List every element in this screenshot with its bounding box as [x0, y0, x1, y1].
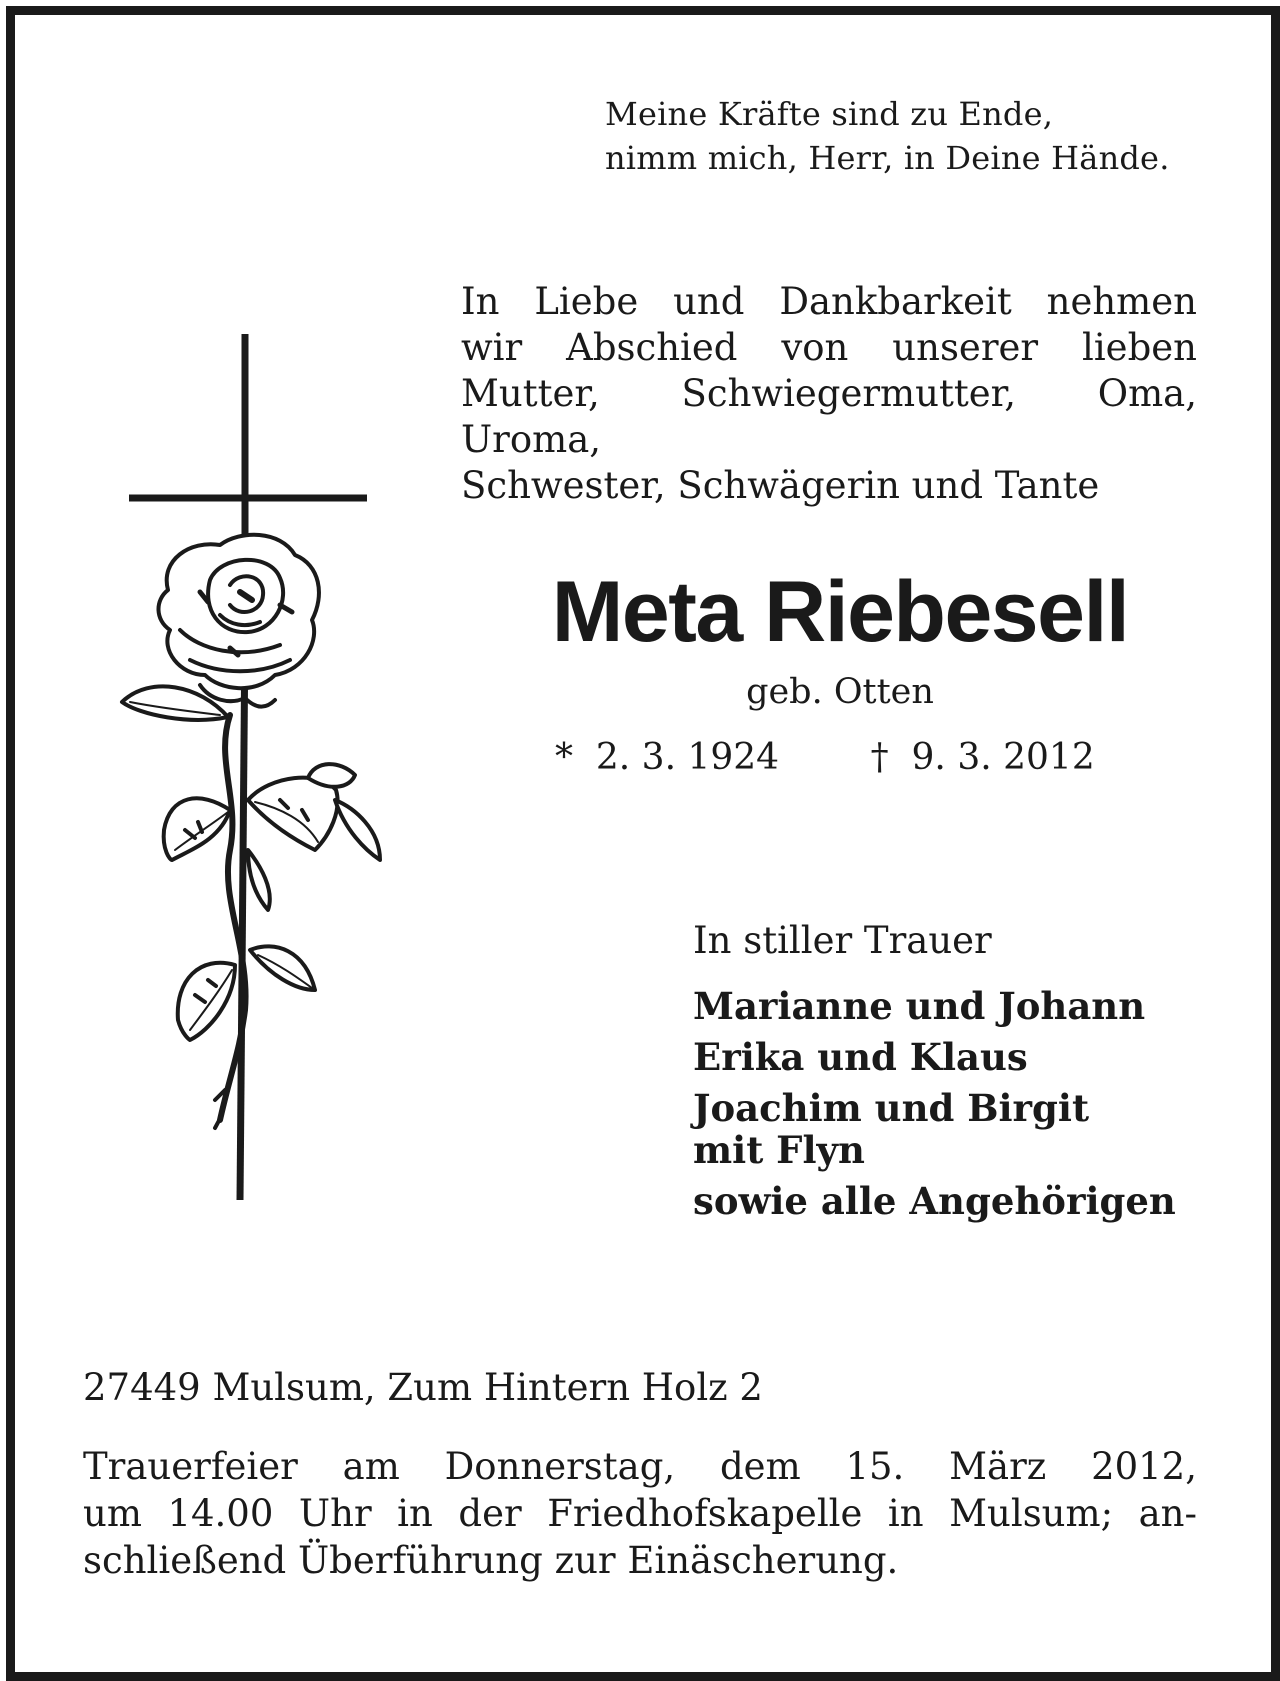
life-dates: [555, 736, 1095, 780]
intro-line: In Liebe und Dankbarkeit nehmen: [461, 280, 1197, 323]
intro-line: Schwester, Schwägerin und Tante: [461, 464, 1100, 507]
bible-verse-line: Meine Kräfte sind zu Ende,: [605, 95, 1054, 133]
family-address: 27449 Mulsum, Zum Hintern Holz 2: [83, 1366, 763, 1409]
birth-date: 2. 3. 1924: [595, 737, 780, 778]
intro-line: Mutter, Schwiegermutter, Oma, Uroma,: [461, 372, 1197, 461]
rose-icon: [122, 535, 380, 1128]
bible-verse-line: nimm mich, Herr, in Deine Hände.: [605, 139, 1170, 177]
birth-symbol: *: [555, 737, 573, 778]
farewell-intro: [461, 279, 1197, 509]
cross-and-rose-illustration: [80, 330, 400, 1210]
death-date: 9. 3. 2012: [911, 737, 1095, 778]
mourner-entry: sowie alle Angehörigen: [693, 1179, 1176, 1223]
service-line: Trauerfeier am Donnerstag, dem 15. März 2012,: [83, 1445, 1197, 1488]
bible-verse: [605, 92, 1170, 180]
intro-line: wir Abschied von unserer lieben: [461, 326, 1197, 369]
death-symbol: †: [870, 737, 889, 778]
mourner-entry: Erika und Klaus: [693, 1035, 1028, 1079]
mourner-entry: Marianne und Johann: [693, 984, 1146, 1028]
service-line: um 14.00 Uhr in der Friedhofskapelle in Mulsum; an-: [83, 1492, 1197, 1535]
mourner-entry: mit Flyn: [693, 1128, 865, 1172]
funeral-service-info: [83, 1443, 1197, 1584]
mourners-heading: In stiller Trauer: [693, 919, 992, 962]
service-line: schließend Überführung zur Einäscherung.: [83, 1539, 899, 1582]
maiden-name: geb. Otten: [746, 672, 934, 712]
mourner-entry: Joachim und Birgit: [693, 1086, 1090, 1130]
deceased-name: Meta Riebesell: [551, 564, 1129, 660]
mourners-list: [693, 985, 1176, 1231]
